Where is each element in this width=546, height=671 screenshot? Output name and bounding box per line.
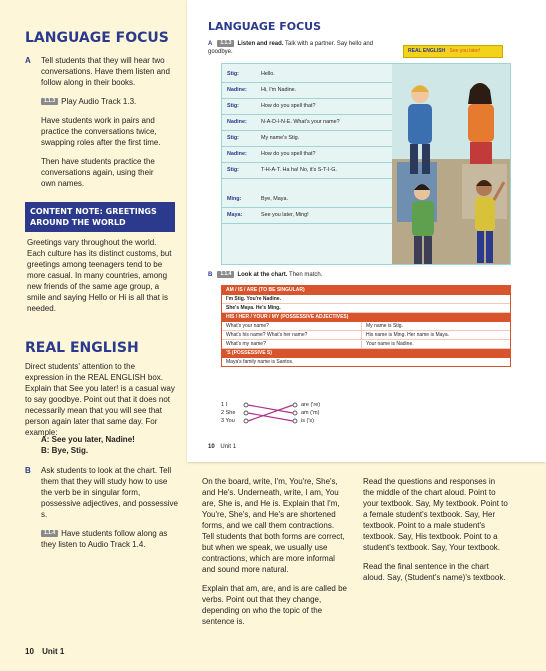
match-right-list: [301, 401, 320, 425]
real-english-box-label: REAL ENGLISH: [408, 48, 446, 54]
teacher-a-text-2: Have students work in pairs and practice the conversations twice, swapping roles after the first time.: [41, 116, 161, 147]
dialogue-text: T-H-A-T. Ha ha! No, it's S-T-I-G.: [261, 167, 337, 173]
student-instruction-a: [208, 40, 398, 56]
dialogue-text: Hello.: [261, 71, 275, 77]
dialogue-line: [222, 208, 397, 224]
dialogue-line: [222, 83, 397, 99]
teacher-col3-p2: Read the final sentence in the chart aloud. Say, (Student's name)'s textbook.: [363, 562, 506, 582]
dialogue-text: Hi, I'm Nadine.: [261, 87, 297, 93]
chart-right-cell: His name is Ming. Her name is Maya.: [362, 331, 510, 340]
teacher-footer-unit: Unit 1: [42, 647, 65, 656]
teacher-a-text-3: Then have students practice the conversations again, using their own names.: [41, 157, 155, 188]
chart-header-possessive-adj: HIS / HER / YOUR / MY (POSSESSIVE ADJECTIVES): [222, 313, 510, 322]
dialogue-text: How do you spell that?: [261, 151, 316, 157]
teacher-col2: [202, 476, 347, 627]
dialogue-line: [222, 163, 397, 179]
dialogue-speaker: Stig:: [227, 135, 239, 141]
dialogue-text: Bye, Maya.: [261, 196, 288, 202]
chart-row-2: She's Maya. He's Ming.: [222, 304, 510, 313]
dialogue-speaker: Stig:: [227, 103, 239, 109]
grammar-chart: [221, 285, 511, 367]
teacher-b-track-text: Have students follow along as they listen to Audio Track 1.4.: [41, 529, 168, 549]
dialogue-text: How do you spell that?: [261, 103, 316, 109]
chart-possessive-left: [222, 322, 362, 349]
chart-row-s: Maya's family name is Santos.: [226, 359, 294, 365]
dialogue-line: [222, 131, 397, 147]
teacher-real-english-title: REAL ENGLISH: [25, 340, 139, 356]
match-lines: [243, 401, 303, 427]
teacher-a-text-1: Tell students that they will hear two conversations. Have them listen and follow along in their books.: [41, 56, 170, 87]
audio-track-badge: 1.1.3: [41, 98, 58, 105]
student-b-instr: Then match.: [289, 272, 323, 279]
chart-header-to-be: AM / IS / ARE (TO BE SINGULAR): [222, 286, 510, 295]
step-letter-b: B: [25, 466, 31, 475]
teacher-language-focus-title: LANGUAGE FOCUS: [25, 30, 169, 46]
step-letter-a: A: [25, 56, 31, 65]
dialogue-text: See you later, Ming!: [261, 212, 309, 218]
dialogue-line: [222, 115, 397, 131]
teacher-col3: [363, 476, 508, 583]
match-left-item: 3 You: [221, 418, 235, 424]
girl-nadine-figure: [468, 83, 494, 164]
teacher-col2-p2: Explain that am, are, and is are called be verbs. Point out that they change, depending on who the topic of the sentence is.: [202, 584, 347, 626]
audio-track-badge-b: 1.1.4: [41, 530, 58, 537]
student-footer-unit: Unit 1: [220, 444, 237, 450]
teacher-footer-page: 10: [25, 647, 34, 656]
dialogue-text: My name's Stig.: [261, 135, 300, 141]
student-letter-b: B: [208, 272, 213, 279]
chart-left-cell: What's your name?: [222, 322, 361, 331]
chart-right-cell: My name is Stig.: [362, 322, 510, 331]
content-note-text: Greetings vary throughout the world. Each culture has its distinct customs, but greetings among teenagers tend to be more casual. In many countries, among new friends of the same age group, a smile and saying Hello or Hi is all that is needed.: [27, 238, 172, 313]
match-left-item: 1 I: [221, 402, 228, 408]
teacher-step-b: [25, 465, 180, 550]
student-a-instr: Talk with a partner. Say hello and goodbye.: [208, 41, 374, 56]
content-note-header: CONTENT NOTE: GREETINGS AROUND THE WORLD: [25, 202, 175, 232]
students-illustration: [392, 64, 511, 265]
chart-possessive-grid: [222, 322, 510, 349]
chart-right-cell: Your name is Nadine.: [362, 340, 510, 349]
example-b: B: Bye, Stig.: [41, 446, 89, 455]
student-footer: [208, 444, 236, 450]
chart-row-1: I'm Stig. You're Nadine.: [222, 295, 510, 304]
match-left-item: 2 She: [221, 410, 236, 416]
teacher-b-text-1: Ask students to look at the chart. Tell them that they will study how to use the verb be in singular form, possessive adjectives, and possessive s.: [41, 466, 178, 519]
student-page: [187, 0, 546, 462]
teacher-footer: [25, 647, 64, 656]
real-english-box-phrase: See you later!: [449, 48, 481, 54]
teacher-real-english-text: Direct students' attention to the expression in the REAL ENGLISH box. Explain that See you later! is a casual way to say goodbye. Point out that it does not necessarily mean that you will see that person again later that same day. For example:: [25, 362, 175, 437]
example-a: A: See you later, Nadine!: [41, 435, 135, 444]
dialogue-list: [222, 67, 397, 179]
match-right-item: are ('re): [301, 402, 321, 408]
dialogue-speaker: Stig:: [227, 167, 239, 173]
dialogue-speaker: Stig:: [227, 71, 239, 77]
dialogue-speaker: Maya:: [227, 212, 243, 218]
dialogue-line: [222, 99, 397, 115]
teacher-step-a: [25, 55, 175, 189]
dialogue-panel: [221, 63, 511, 265]
chart-possessive-right: [362, 322, 510, 349]
chart-header-possessive-s: 'S (POSSESSIVE S): [222, 349, 510, 358]
teacher-a-track-text: Play Audio Track 1.3.: [61, 97, 137, 106]
dialogue-speaker: Nadine:: [227, 87, 247, 93]
match-right-item: is ('s): [301, 418, 314, 424]
chart-left-cell: What's my name?: [222, 340, 361, 349]
dialogue-line: [222, 192, 397, 208]
real-english-box: [403, 45, 503, 58]
dialogue-speaker: Nadine:: [227, 119, 247, 125]
student-footer-page: 10: [208, 444, 215, 450]
student-instruction-b: [208, 271, 322, 279]
dialogue-text: N-A-D-I-N-E. What's your name?: [261, 119, 340, 125]
match-right-item: am ('m): [301, 410, 320, 416]
student-title: LANGUAGE FOCUS: [208, 20, 322, 33]
dialogue-speaker: Ming:: [227, 196, 242, 202]
teacher-col3-p1: Read the questions and responses in the middle of the chart aloud. Point to your textbook. Say, My textbook. Point to a female student's textbook. Say, Her textbook. Point to a male student's textbook. Say, His textbook. Point to a student's textbook. Say, Your textbook.: [363, 477, 508, 552]
match-left-list: [221, 401, 235, 425]
matching-exercise: [221, 401, 341, 433]
chart-left-cell: What's his name? What's her name?: [222, 331, 361, 340]
student-badge-b: 1.1.4: [217, 271, 234, 278]
dialogue-line: [222, 67, 397, 83]
student-badge-a: 1.1.3: [217, 40, 234, 47]
teacher-col2-p1: On the board, write, I'm, You're, She's, and He's. Underneath, write, I am, You are, She is, and He is. Explain that I'm, You're, She's, and He's are shortened forms, and we call them contractions. Tell students that both forms are correct, but when we speak, we usually use contractions, which are more informal and sound more natural.: [202, 477, 345, 574]
dialogue-speaker: Nadine:: [227, 151, 247, 157]
student-letter-a: A: [208, 41, 213, 48]
student-a-instr-bold: Listen and read.: [237, 41, 284, 48]
dialogue-line: [222, 147, 397, 163]
student-b-instr-bold: Look at the chart.: [237, 272, 288, 279]
dialogue-list-2: [222, 192, 397, 224]
